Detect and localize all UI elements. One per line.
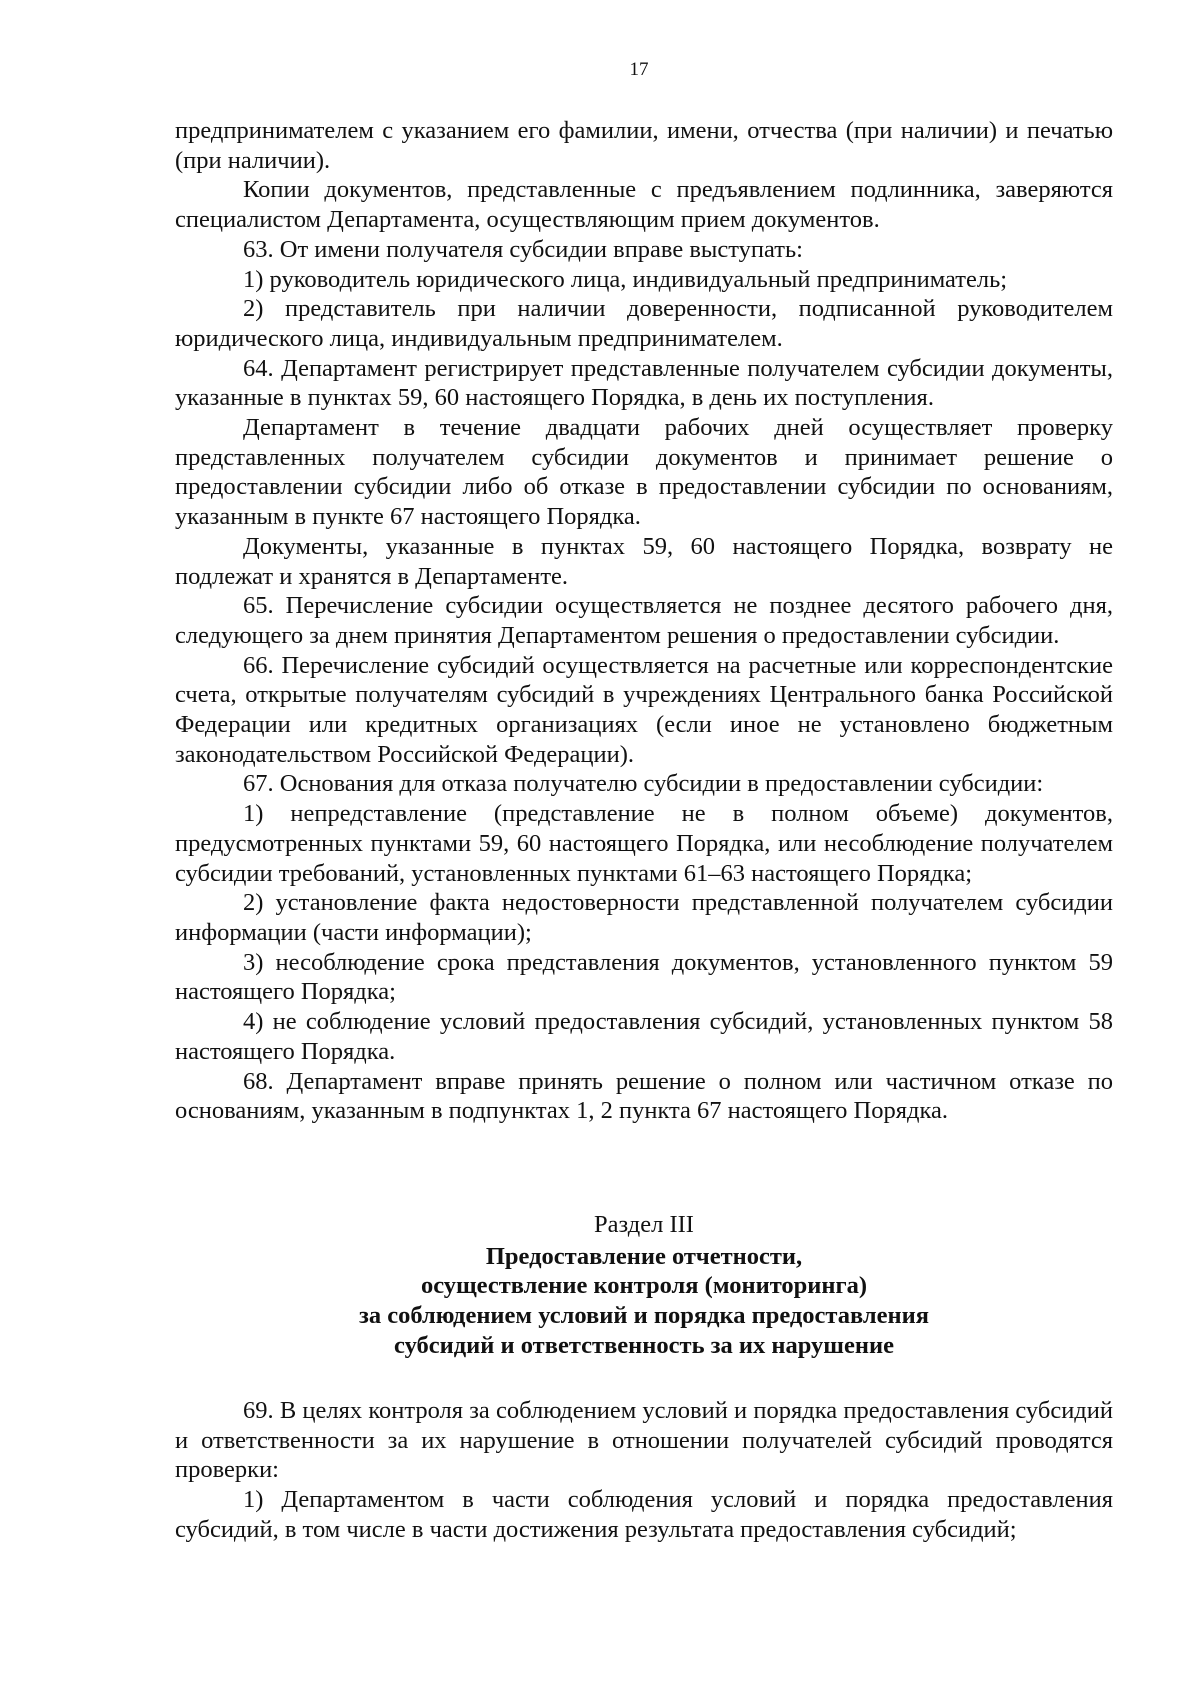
section-title-line: субсидий и ответственность за их нарушение xyxy=(394,1331,894,1359)
paragraph: Документы, указанные в пунктах 59, 60 настоящего Порядка, возврату не подлежат и хранятся в Департаменте. xyxy=(175,532,1113,590)
paragraph: 67. Основания для отказа получателю субсидии в предоставлении субсидии: xyxy=(243,770,1044,798)
paragraph: Департамент в течение двадцати рабочих дней осуществляет проверку представленных получателем субсидии документов и принимает решение о предоставлении субсидии либо об отказе в предоставлении субсидии по основаниям, указанным в пункте 67 настоящего Порядка. xyxy=(175,414,1113,531)
paragraph: предпринимателем с указанием его фамилии, имени, отчества (при наличии) и печатью (при наличии). xyxy=(175,117,1113,174)
tail-text xyxy=(175,1396,1113,1545)
paragraph: 2) установление факта недостоверности представленной получателем субсидии информации (части информации); xyxy=(175,889,1113,946)
paragraph: 1) руководитель юридического лица, индивидуальный предприниматель; xyxy=(243,265,1008,293)
paragraph: 1) Департаментом в части соблюдения условий и порядка предоставления субсидий, в том числе в части достижения результата предоставления субсидий; xyxy=(175,1486,1113,1543)
section-title-line: Предоставление отчетности, xyxy=(485,1242,803,1270)
paragraph: 66. Перечисление субсидий осуществляется на расчетные или корреспондентские счета, открытые получателям субсидий в учреждениях Центрального банка Российской Федерации или кредитных организациях (если иное не установлено бюджетным законодательством Российской Федерации). xyxy=(175,651,1113,768)
paragraph: 68. Департамент вправе принять решение о полном или частичном отказе по основаниям, указанным в подпунктах 1, 2 пункта 67 настоящего Порядка. xyxy=(175,1067,1113,1125)
section-heading xyxy=(175,1210,1113,1361)
section-label: Раздел III xyxy=(594,1211,694,1238)
paragraph: 3) несоблюдение срока представления документов, установленного пунктом 59 настоящего Порядка; xyxy=(175,948,1113,1006)
paragraph: 4) не соблюдение условий предоставления субсидий, установленных пунктом 58 настоящего Порядка. xyxy=(175,1008,1113,1065)
paragraph: 64. Департамент регистрирует представленные получателем субсидии документы, указанные в пунктах 59, 60 настоящего Порядка, в день их поступления. xyxy=(175,354,1113,412)
paragraph: 65. Перечисление субсидии осуществляется не позднее десятого рабочего дня, следующего за днем принятия Департаментом решения о предоставлении субсидии. xyxy=(175,592,1113,649)
paragraph: Копии документов, представленные с предъявлением подлинника, заверяются специалистом Департамента, осуществляющим прием документов. xyxy=(175,176,1113,234)
paragraph: 1) непредставление (представление не в полном объеме) документов, предусмотренных пунктами 59, 60 настоящего Порядка, или несоблюдение получателем субсидии требований, установленных пунктами 61–63 настоящего Порядка; xyxy=(175,800,1113,887)
paragraph: 69. В целях контроля за соблюдением условий и порядка предоставления субсидий и ответственности за их нарушение в отношении получателей субсидий проводятся проверки: xyxy=(175,1397,1113,1484)
paragraph: 63. От имени получателя субсидии вправе выступать: xyxy=(243,235,803,263)
section-title-line: за соблюдением условий и порядка предоставления xyxy=(359,1302,929,1330)
paragraph: 2) представитель при наличии доверенности, подписанной руководителем юридического лица, индивидуальным предпринимателем. xyxy=(175,295,1113,352)
body-text xyxy=(175,116,1113,1126)
section-title-line: осуществление контроля (мониторинга) xyxy=(420,1272,868,1300)
page-number: 17 xyxy=(629,59,649,80)
